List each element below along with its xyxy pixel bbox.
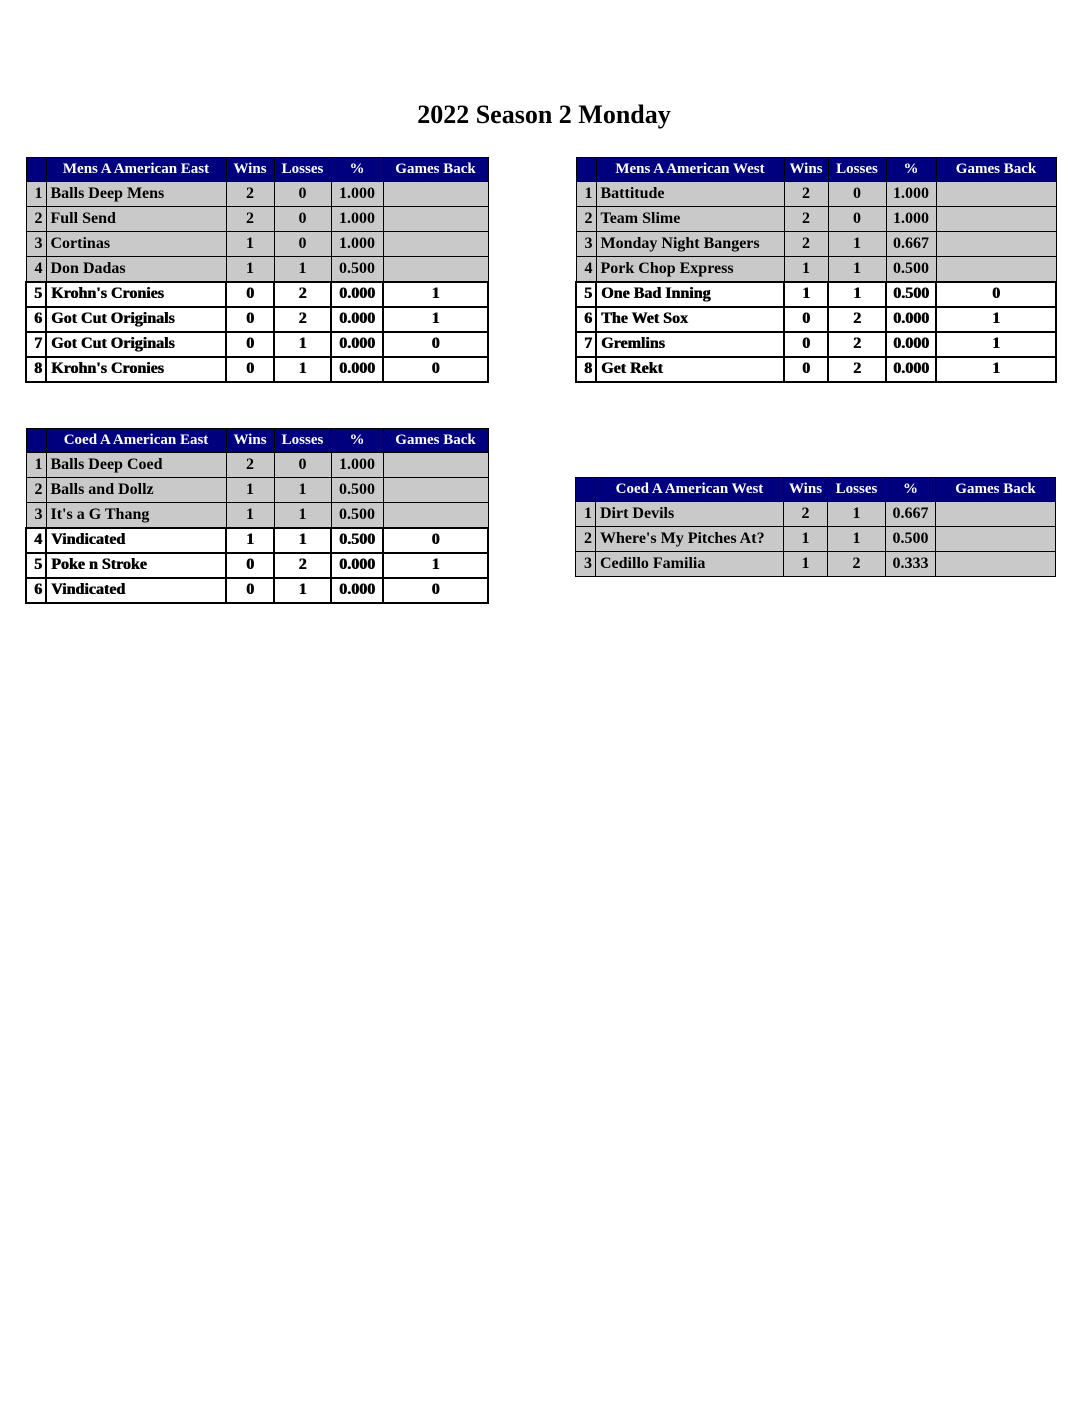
col-header-losses: Losses (828, 478, 886, 502)
league-name-header: Coed A American West (596, 478, 784, 502)
rank-cell: 2 (576, 527, 596, 552)
table-row (576, 182, 1056, 207)
team-name-cell: Poke n Stroke (46, 553, 226, 578)
team-name-cell: Vindicated (46, 578, 226, 603)
wins-cell: 2 (784, 232, 828, 257)
games-back-cell (383, 257, 488, 282)
team-name-cell: The Wet Sox (596, 307, 784, 332)
rank-cell: 1 (26, 182, 46, 207)
table-row (576, 232, 1056, 257)
header-corner-cell (576, 478, 596, 502)
pct-cell: 0.500 (886, 527, 936, 552)
losses-cell: 2 (828, 552, 886, 577)
rank-cell: 3 (576, 552, 596, 577)
table-row (26, 182, 488, 207)
games-back-cell (383, 478, 488, 503)
pct-cell: 0.500 (331, 528, 383, 553)
team-name-cell: Balls Deep Coed (46, 453, 226, 478)
wins-cell: 0 (784, 307, 828, 332)
team-name-cell: Cortinas (46, 232, 226, 257)
losses-cell: 1 (274, 528, 331, 553)
rank-cell: 2 (576, 207, 596, 232)
table-row (26, 528, 488, 553)
games-back-cell (936, 232, 1056, 257)
games-back-cell (936, 257, 1056, 282)
team-name-cell: Gremlins (596, 332, 784, 357)
table-row (576, 257, 1056, 282)
table-row (576, 527, 1056, 552)
losses-cell: 1 (274, 332, 331, 357)
rank-cell: 1 (26, 453, 46, 478)
pct-cell: 0.500 (331, 257, 383, 282)
col-header-losses: Losses (828, 158, 886, 182)
wins-cell: 1 (784, 527, 828, 552)
pct-cell: 1.000 (886, 207, 936, 232)
rank-cell: 8 (26, 357, 46, 382)
header-row (26, 429, 488, 453)
league-name-header: Mens A American West (596, 158, 784, 182)
losses-cell: 2 (828, 307, 886, 332)
col-header-pct: % (886, 158, 936, 182)
wins-cell: 2 (784, 182, 828, 207)
pct-cell: 0.667 (886, 502, 936, 527)
losses-cell: 1 (274, 503, 331, 528)
wins-cell: 0 (226, 282, 274, 307)
losses-cell: 1 (274, 357, 331, 382)
team-name-cell: Monday Night Bangers (596, 232, 784, 257)
pct-cell: 0.000 (886, 357, 936, 382)
games-back-cell: 1 (383, 282, 488, 307)
pct-cell: 0.000 (331, 332, 383, 357)
table-row (26, 332, 488, 357)
col-header-games-back: Games Back (936, 478, 1056, 502)
wins-cell: 1 (784, 552, 828, 577)
games-back-cell (936, 182, 1056, 207)
pct-cell: 0.500 (331, 503, 383, 528)
wins-cell: 2 (784, 502, 828, 527)
games-back-cell: 0 (383, 332, 488, 357)
games-back-cell (936, 207, 1056, 232)
rank-cell: 1 (576, 182, 596, 207)
table-row (26, 478, 488, 503)
rank-cell: 5 (26, 282, 46, 307)
losses-cell: 0 (828, 182, 886, 207)
games-back-cell (383, 453, 488, 478)
pct-cell: 0.000 (331, 553, 383, 578)
team-name-cell: One Bad Inning (596, 282, 784, 307)
team-name-cell: Vindicated (46, 528, 226, 553)
wins-cell: 1 (226, 478, 274, 503)
rank-cell: 5 (576, 282, 596, 307)
games-back-cell: 0 (383, 357, 488, 382)
standings-table (25, 157, 489, 383)
games-back-cell (383, 207, 488, 232)
table-row (26, 553, 488, 578)
col-header-wins: Wins (784, 478, 828, 502)
losses-cell: 0 (274, 207, 331, 232)
standings-table-mens-a-american-east (25, 157, 489, 383)
games-back-cell: 1 (936, 307, 1056, 332)
rank-cell: 3 (576, 232, 596, 257)
table-row (26, 207, 488, 232)
wins-cell: 0 (226, 553, 274, 578)
team-name-cell: Where's My Pitches At? (596, 527, 784, 552)
page-title: 2022 Season 2 Monday (417, 100, 671, 129)
team-name-cell: Get Rekt (596, 357, 784, 382)
standings-table-coed-a-american-west (575, 477, 1056, 577)
pct-cell: 0.000 (886, 307, 936, 332)
games-back-cell: 0 (936, 282, 1056, 307)
wins-cell: 1 (226, 257, 274, 282)
games-back-cell (383, 182, 488, 207)
col-header-games-back: Games Back (383, 158, 488, 182)
table-row (576, 307, 1056, 332)
losses-cell: 2 (274, 553, 331, 578)
header-row (576, 158, 1056, 182)
pct-cell: 0.500 (886, 282, 936, 307)
pct-cell: 0.667 (886, 232, 936, 257)
pct-cell: 0.000 (886, 332, 936, 357)
pct-cell: 1.000 (331, 232, 383, 257)
standings-table (25, 428, 489, 604)
pct-cell: 0.500 (886, 257, 936, 282)
team-name-cell: Don Dadas (46, 257, 226, 282)
wins-cell: 2 (226, 453, 274, 478)
col-header-pct: % (886, 478, 936, 502)
wins-cell: 0 (226, 578, 274, 603)
pct-cell: 0.500 (331, 478, 383, 503)
games-back-cell (383, 503, 488, 528)
col-header-wins: Wins (226, 429, 274, 453)
rank-cell: 6 (26, 307, 46, 332)
wins-cell: 1 (784, 257, 828, 282)
losses-cell: 2 (274, 307, 331, 332)
losses-cell: 0 (274, 453, 331, 478)
team-name-cell: Krohn's Cronies (46, 357, 226, 382)
col-header-games-back: Games Back (383, 429, 488, 453)
team-name-cell: Got Cut Originals (46, 332, 226, 357)
games-back-cell: 1 (936, 357, 1056, 382)
table-row (26, 503, 488, 528)
losses-cell: 1 (274, 578, 331, 603)
rank-cell: 4 (26, 528, 46, 553)
games-back-cell (936, 502, 1056, 527)
losses-cell: 2 (274, 282, 331, 307)
wins-cell: 2 (226, 207, 274, 232)
losses-cell: 1 (274, 478, 331, 503)
losses-cell: 2 (828, 332, 886, 357)
wins-cell: 2 (784, 207, 828, 232)
rank-cell: 4 (26, 257, 46, 282)
rank-cell: 7 (576, 332, 596, 357)
team-name-cell: Balls Deep Mens (46, 182, 226, 207)
rank-cell: 4 (576, 257, 596, 282)
team-name-cell: Balls and Dollz (46, 478, 226, 503)
games-back-cell (383, 232, 488, 257)
col-header-pct: % (331, 429, 383, 453)
wins-cell: 0 (784, 357, 828, 382)
col-header-pct: % (331, 158, 383, 182)
pct-cell: 0.000 (331, 282, 383, 307)
table-row (26, 282, 488, 307)
header-corner-cell (26, 158, 46, 182)
rank-cell: 7 (26, 332, 46, 357)
games-back-cell: 1 (383, 553, 488, 578)
league-name-header: Mens A American East (46, 158, 226, 182)
team-name-cell: Krohn's Cronies (46, 282, 226, 307)
losses-cell: 0 (274, 232, 331, 257)
table-row (26, 232, 488, 257)
table-row (26, 578, 488, 603)
team-name-cell: Got Cut Originals (46, 307, 226, 332)
pct-cell: 1.000 (331, 453, 383, 478)
losses-cell: 1 (828, 527, 886, 552)
col-header-games-back: Games Back (936, 158, 1056, 182)
header-row (576, 478, 1056, 502)
team-name-cell: Battitude (596, 182, 784, 207)
losses-cell: 2 (828, 357, 886, 382)
losses-cell: 1 (828, 282, 886, 307)
col-header-wins: Wins (784, 158, 828, 182)
team-name-cell: Full Send (46, 207, 226, 232)
games-back-cell: 1 (383, 307, 488, 332)
rank-cell: 5 (26, 553, 46, 578)
league-name-header: Coed A American East (46, 429, 226, 453)
wins-cell: 0 (226, 332, 274, 357)
table-row (576, 332, 1056, 357)
wins-cell: 0 (784, 332, 828, 357)
table-row (576, 552, 1056, 577)
rank-cell: 6 (576, 307, 596, 332)
wins-cell: 0 (226, 307, 274, 332)
pct-cell: 0.000 (331, 578, 383, 603)
games-back-cell (936, 527, 1056, 552)
losses-cell: 1 (828, 257, 886, 282)
header-corner-cell (576, 158, 596, 182)
table-row (576, 502, 1056, 527)
losses-cell: 1 (828, 502, 886, 527)
wins-cell: 2 (226, 182, 274, 207)
rank-cell: 1 (576, 502, 596, 527)
pct-cell: 1.000 (331, 207, 383, 232)
standings-table (575, 157, 1057, 383)
pct-cell: 0.333 (886, 552, 936, 577)
losses-cell: 1 (274, 257, 331, 282)
team-name-cell: It's a G Thang (46, 503, 226, 528)
pct-cell: 0.000 (331, 307, 383, 332)
col-header-losses: Losses (274, 158, 331, 182)
standings-table-coed-a-american-east (25, 428, 489, 604)
games-back-cell: 1 (936, 332, 1056, 357)
wins-cell: 1 (226, 528, 274, 553)
games-back-cell: 0 (383, 578, 488, 603)
table-row (576, 282, 1056, 307)
wins-cell: 1 (784, 282, 828, 307)
losses-cell: 1 (828, 232, 886, 257)
rank-cell: 6 (26, 578, 46, 603)
team-name-cell: Cedillo Familia (596, 552, 784, 577)
team-name-cell: Dirt Devils (596, 502, 784, 527)
table-row (26, 357, 488, 382)
header-corner-cell (26, 429, 46, 453)
table-row (26, 257, 488, 282)
losses-cell: 0 (274, 182, 331, 207)
rank-cell: 3 (26, 232, 46, 257)
table-row (26, 307, 488, 332)
rank-cell: 2 (26, 478, 46, 503)
table-row (26, 453, 488, 478)
rank-cell: 8 (576, 357, 596, 382)
pct-cell: 1.000 (331, 182, 383, 207)
pct-cell: 0.000 (331, 357, 383, 382)
team-name-cell: Pork Chop Express (596, 257, 784, 282)
wins-cell: 0 (226, 357, 274, 382)
games-back-cell (936, 552, 1056, 577)
table-row (576, 207, 1056, 232)
wins-cell: 1 (226, 503, 274, 528)
games-back-cell: 0 (383, 528, 488, 553)
standings-table-mens-a-american-west (575, 157, 1057, 383)
standings-table (575, 477, 1056, 577)
pct-cell: 1.000 (886, 182, 936, 207)
team-name-cell: Team Slime (596, 207, 784, 232)
col-header-losses: Losses (274, 429, 331, 453)
losses-cell: 0 (828, 207, 886, 232)
rank-cell: 2 (26, 207, 46, 232)
header-row (26, 158, 488, 182)
col-header-wins: Wins (226, 158, 274, 182)
wins-cell: 1 (226, 232, 274, 257)
table-row (576, 357, 1056, 382)
rank-cell: 3 (26, 503, 46, 528)
